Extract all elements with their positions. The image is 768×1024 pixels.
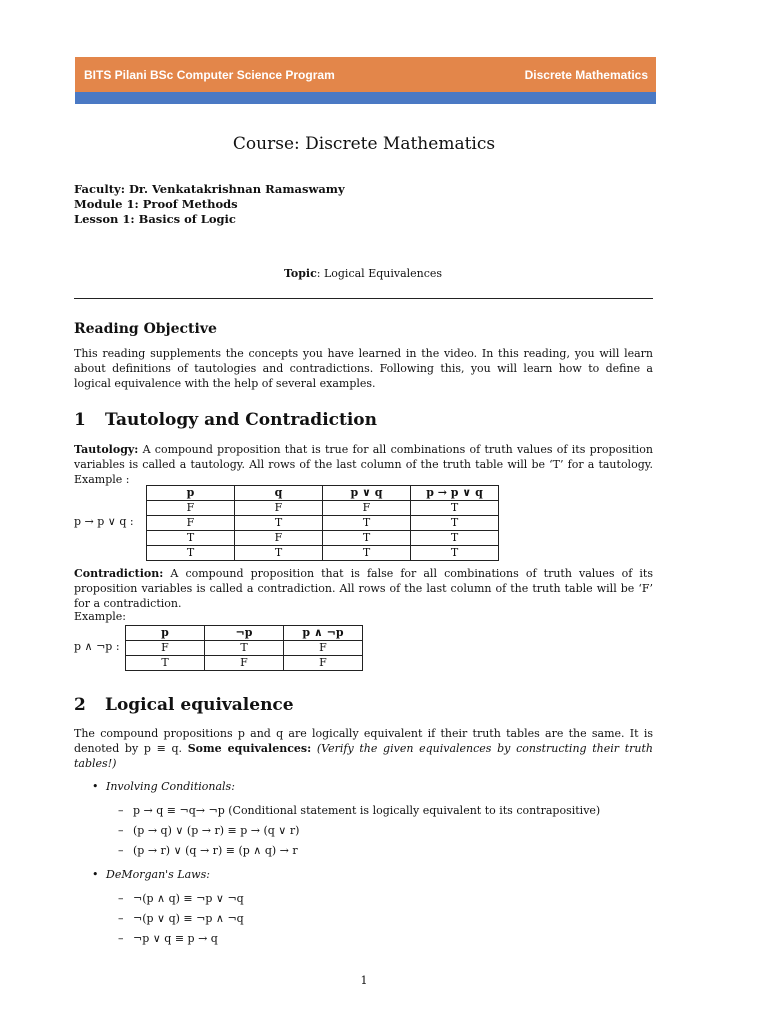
table-cell: F — [147, 501, 235, 516]
table-cell: T — [323, 546, 411, 561]
table-row — [126, 656, 363, 671]
equivalence-formula: ¬(p ∧ q) ≡ ¬p ∨ ¬q — [133, 892, 244, 905]
reading-objective-text: This reading supplements the concepts you have learned in the video. In this reading, you will learn about definitions of tautologies and contradictions. Following this, you will learn how to define a logical equivalence with the help of several examples. — [74, 347, 653, 390]
table-cell: F — [284, 641, 363, 656]
table-header-cell: p ∧ ¬p — [284, 626, 363, 641]
example-label: Example: — [74, 610, 126, 623]
list-item — [118, 912, 244, 925]
equivalence-formula: (p → r) ∨ (q → r) ≡ (p ∧ q) → r — [133, 844, 298, 857]
table-row — [147, 501, 499, 516]
table2-label: p ∧ ¬p : — [74, 640, 120, 653]
table-cell: T — [235, 546, 323, 561]
header-course: Discrete Mathematics — [524, 68, 648, 82]
table-header-cell: p ∨ q — [323, 486, 411, 501]
equivalence-formula: (p → q) ∨ (p → r) ≡ p → (q ∨ r) — [133, 824, 300, 837]
table-cell: F — [126, 641, 205, 656]
dash-marker: – — [118, 892, 124, 905]
bullet-dot: • — [92, 868, 99, 881]
tautology-term: Tautology: — [74, 443, 139, 456]
table1-label: p → p ∨ q : — [74, 515, 134, 528]
tautology-paragraph — [74, 442, 653, 487]
table-cell: F — [147, 516, 235, 531]
dash-marker: – — [118, 804, 124, 817]
equivalence-formula: ¬p ∨ q ≡ p → q — [133, 932, 218, 945]
header-accent-bar — [75, 92, 656, 104]
table-cell: T — [147, 546, 235, 561]
table-cell: F — [284, 656, 363, 671]
topic-value: : Logical Equivalences — [316, 267, 443, 280]
contradiction-truth-table — [125, 625, 363, 671]
table-header-cell: p → p ∨ q — [411, 486, 499, 501]
dash-marker: – — [118, 932, 124, 945]
header-program: BITS Pilani BSc Computer Science Program — [84, 68, 335, 82]
table-cell: T — [411, 546, 499, 561]
dash-marker: – — [118, 844, 124, 857]
section1-title: Tautology and Contradiction — [105, 410, 378, 430]
equivalence-formula: ¬(p ∨ q) ≡ ¬p ∧ ¬q — [133, 912, 244, 925]
table-row — [126, 641, 363, 656]
tautology-truth-table — [146, 485, 499, 561]
table-cell: T — [411, 531, 499, 546]
list-item — [118, 804, 600, 817]
bullet-title: Involving Conditionals: — [106, 780, 235, 793]
intro-italic: (Verify the given equivalences by constructing their truth tables!) — [74, 742, 654, 770]
table-cell: T — [147, 531, 235, 546]
list-item — [118, 824, 299, 837]
dash-marker: – — [118, 824, 124, 837]
divider — [74, 298, 653, 299]
course-meta — [74, 182, 345, 227]
reading-objective-heading: Reading Objective — [74, 321, 217, 337]
list-item — [118, 844, 298, 857]
header-banner — [75, 57, 656, 92]
table-row — [147, 546, 499, 561]
section1-heading — [74, 410, 377, 430]
equivalence-intro — [74, 726, 653, 771]
intro-text: The compound propositions p and q are logically equivalent if their truth tables are the same. It is denoted by p ≡ q. — [74, 727, 653, 755]
table-cell: T — [126, 656, 205, 671]
contradiction-text: A compound proposition that is false for all combinations of truth values of its proposition variables is called a contradiction. All rows of the last column of the truth table will be ‘F’ for a contradiction. — [74, 567, 653, 610]
bullet-title: DeMorgan's Laws: — [106, 868, 210, 881]
topic-label: Topic — [283, 267, 317, 280]
table-cell: T — [235, 516, 323, 531]
table-header-cell: q — [235, 486, 323, 501]
bullet-demorgan — [92, 868, 210, 881]
table-cell: T — [323, 516, 411, 531]
faculty-line: Faculty: Dr. Venkatakrishnan Ramaswamy — [74, 182, 345, 196]
table-cell: F — [235, 531, 323, 546]
table-cell: F — [235, 501, 323, 516]
section2-number: 2 — [74, 695, 86, 715]
table-row — [147, 516, 499, 531]
bullet-dot: • — [92, 780, 99, 793]
table-header-cell: p — [126, 626, 205, 641]
section2-heading — [74, 695, 294, 715]
table-header-cell: ¬p — [205, 626, 284, 641]
tautology-text: A compound proposition that is true for all combinations of truth values of its proposition variables is called a tautology. All rows of the last column of the truth table will be ‘T’ for a tautology. Example : — [74, 443, 653, 486]
table-cell: T — [411, 501, 499, 516]
contradiction-paragraph — [74, 566, 653, 611]
bullet-conditionals — [92, 780, 235, 793]
table-cell: T — [205, 641, 284, 656]
lesson-line: Lesson 1: Basics of Logic — [74, 212, 236, 226]
section2-title: Logical equivalence — [105, 695, 294, 715]
equivalence-formula: p → q ≡ ¬q→ ¬p (Conditional statement is logically equivalent to its contrapositive) — [133, 804, 601, 817]
module-line: Module 1: Proof Methods — [74, 197, 238, 211]
intro-bold: Some equivalences: — [187, 742, 312, 755]
table-header-row — [147, 486, 499, 501]
list-item — [118, 932, 218, 945]
table-cell: F — [323, 501, 411, 516]
table-row — [147, 531, 499, 546]
page-title: Course: Discrete Mathematics — [232, 134, 496, 154]
contradiction-term: Contradiction: — [74, 567, 164, 580]
table-cell: F — [205, 656, 284, 671]
section1-number: 1 — [74, 410, 86, 430]
table-header-row — [126, 626, 363, 641]
table-header-cell: p — [147, 486, 235, 501]
topic-line — [0, 267, 726, 280]
list-item — [118, 892, 244, 905]
table-cell: T — [411, 516, 499, 531]
dash-marker: – — [118, 912, 124, 925]
page-number: 1 — [360, 974, 368, 987]
table-cell: T — [323, 531, 411, 546]
